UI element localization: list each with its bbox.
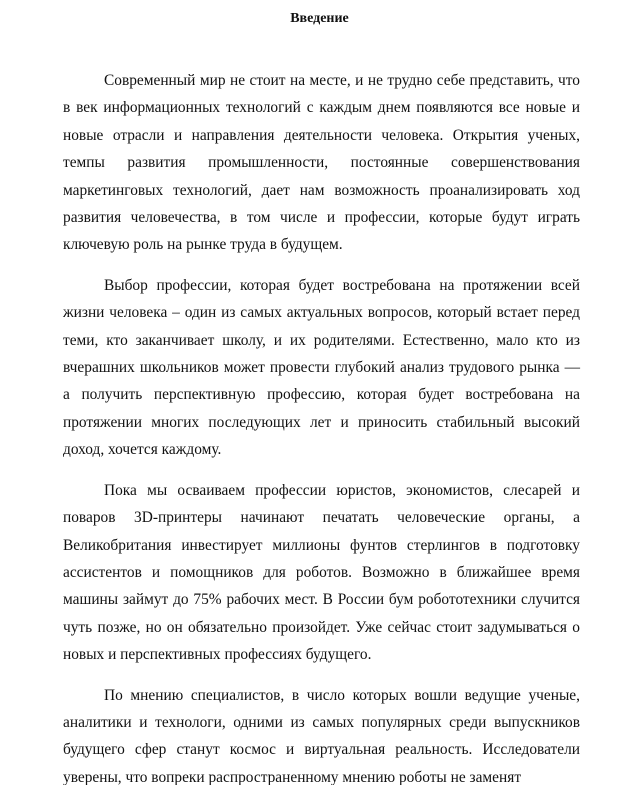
document-body [63,67,580,785]
paragraph-1: Современный мир не стоит на месте, и не трудно себе представить, что в век информационных технологий с каждым днем появляются все новые и новые отрасли и направления деятельности человека. Открытия ученых, темпы развития промышленности, постоянные совершенствования маркетинговых технологий, дает нам возможность проанализировать ход развития человечества, в том числе и профессии, которые будут играть ключевую роль на рынке труда в будущем. [63,72,580,254]
paragraph-3: Пока мы осваиваем профессии юристов, экономистов, слесарей и поваров 3D-принтеры начинают печатать человеческие органы, а Великобритания инвестирует миллионы фунтов стерлингов в подготовку ассистентов и помощников для роботов. Возможно в ближайшее время машины займут до 75% рабочих мест. В России бум робототехники случится чуть позже, но он обязательно произойдет. Уже сейчас стоит задумываться о новых и перспективных профессиях будущего. [63,481,580,664]
paragraph-4: По мнению специалистов, в число которых вошли ведущие ученые, аналитики и технологи, одними из самых популярных среди выпускников будущего сфер станут космос и виртуальная реальность. Исследователи уверены, что вопреки распространенному мнению роботы не заменят [63,686,580,785]
paragraph-2: Выбор профессии, которая будет востребована на протяжении всей жизни человека – один из самых актуальных вопросов, который встает перед теми, кто заканчивает школу, и их родителями. Естественно, мало кто из вчерашних школьников может провести глубокий анализ трудового рынка — а получить перспективную профессию, которая будет востребована на протяжении многих последующих лет и приносить стабильный высокий доход, хочется каждому. [63,276,580,459]
document-title: Введение [290,11,349,26]
